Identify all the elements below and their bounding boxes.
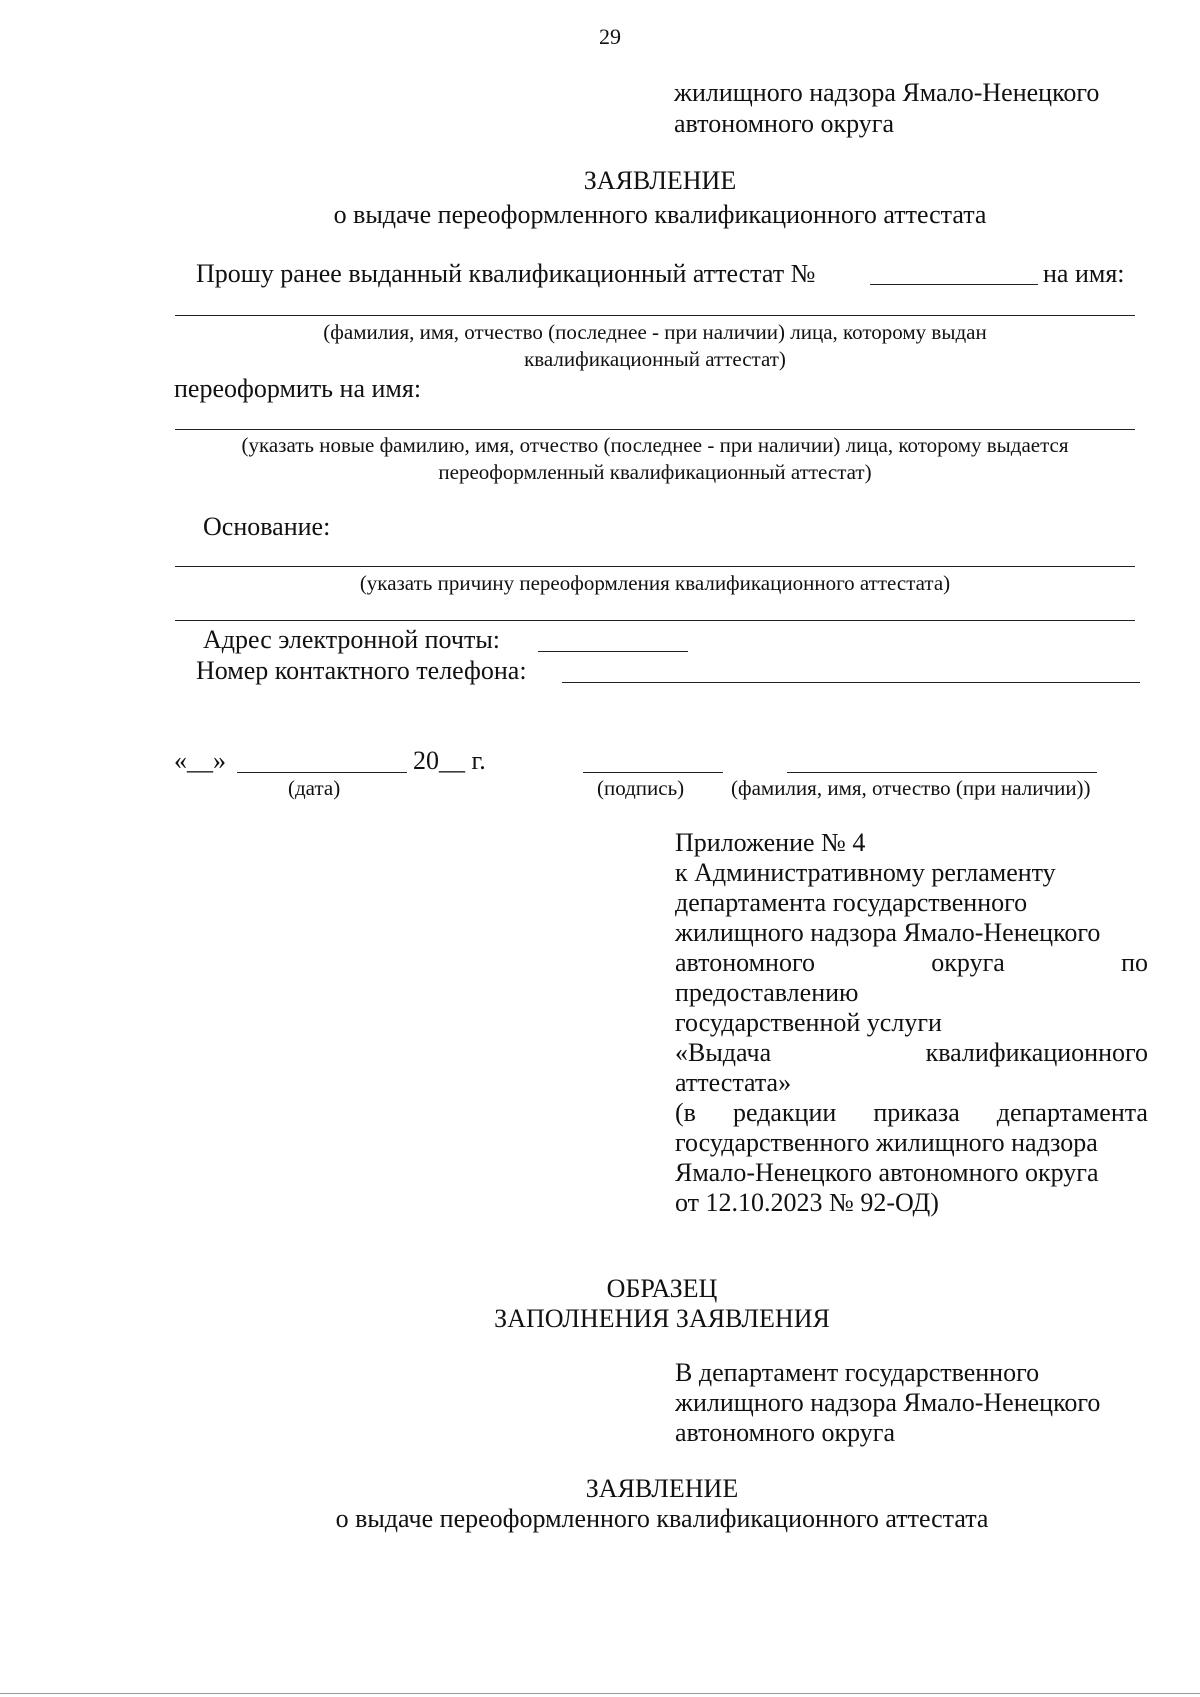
caption-holder-1: (фамилия, имя, отчество (последнее - при наличии) лица, которому выдан	[323, 320, 987, 344]
form-title: ЗАЯВЛЕНИЕ	[583, 166, 737, 195]
appendix-word: департамента	[996, 1098, 1148, 1127]
appendix-line: аттестата»	[675, 1068, 792, 1097]
caption-signature: (подпись)	[597, 776, 685, 800]
sample-addressee-2: жилищного надзора Ямало-Ненецкого	[675, 1388, 1101, 1417]
page-number: 29	[599, 24, 621, 49]
sample-title-1: ОБРАЗЕЦ	[606, 1274, 718, 1303]
fio-field	[787, 772, 1097, 773]
appendix-word: «Выдача	[675, 1038, 772, 1067]
header-line-1: жилищного надзора Ямало-Ненецкого	[674, 78, 1100, 107]
date-quote: «__»	[174, 746, 226, 775]
holder-name-field	[175, 315, 1135, 316]
appendix-line: предоставлению	[675, 978, 859, 1007]
caption-new-1: (указать новые фамилию, имя, отчество (последнее - при наличии) лица, которому выдается	[241, 433, 1069, 457]
form-subtitle: о выдаче переоформленного квалификационного аттестата	[333, 200, 987, 229]
appendix-line: к Административному регламенту	[675, 858, 1056, 887]
appendix-word: приказа	[873, 1098, 960, 1127]
page-bottom-edge	[0, 1693, 1200, 1694]
appendix-line: Ямало-Ненецкого автономного округа	[675, 1158, 1099, 1187]
date-month-field	[237, 772, 407, 773]
appendix-word: редакции	[732, 1098, 837, 1127]
phone-label: Номер контактного телефона:	[196, 656, 527, 685]
basis-label: Основание:	[203, 512, 331, 541]
sample-title-2: ЗАПОЛНЕНИЯ ЗАЯВЛЕНИЯ	[494, 1304, 830, 1333]
request-suffix: на имя:	[1043, 259, 1125, 288]
caption-holder-2: квалификационный аттестат)	[524, 347, 786, 371]
certificate-number-field	[870, 284, 1038, 285]
appendix-word: округа	[931, 948, 1005, 977]
appendix-word: автономного	[675, 948, 815, 977]
appendix-line	[675, 1038, 1148, 1068]
sample-addressee-3: автономного округа	[675, 1418, 895, 1447]
appendix-line: жилищного надзора Ямало-Ненецкого	[675, 918, 1101, 947]
header-line-2: автономного округа	[674, 109, 894, 138]
new-name-field	[175, 429, 1135, 430]
caption-reason: (указать причину переоформления квалификационного аттестата)	[359, 571, 951, 595]
appendix-line: от 12.10.2023 № 92-ОД)	[675, 1188, 939, 1217]
email-field	[538, 651, 688, 652]
caption-new-2: переоформленный квалификационный аттестат)	[438, 460, 872, 484]
appendix-word: квалификационного	[925, 1038, 1148, 1067]
appendix-line: Приложение № 4	[675, 828, 866, 857]
phone-field	[562, 682, 1140, 683]
signature-field	[583, 772, 723, 773]
appendix-word: по	[1121, 948, 1148, 977]
reason-field	[175, 566, 1135, 567]
caption-date: (дата)	[288, 776, 341, 800]
email-label: Адрес электронной почты:	[203, 625, 501, 654]
sample-form-subtitle: о выдаче переоформленного квалификационного аттестата	[335, 1504, 989, 1533]
appendix-line: государственной услуги	[675, 1008, 942, 1037]
appendix-word: (в	[675, 1098, 696, 1127]
date-year: 20__ г.	[413, 746, 486, 775]
caption-fio: (фамилия, имя, отчество (при наличии))	[731, 776, 1091, 800]
request-prefix: Прошу ранее выданный квалификационный аттестат №	[196, 259, 816, 288]
sample-addressee-1: В департамент государственного	[675, 1358, 1040, 1387]
reason-field-2	[175, 620, 1135, 621]
appendix-line	[675, 1098, 1148, 1128]
appendix-line	[675, 948, 1148, 978]
reissue-label: переоформить на имя:	[174, 374, 422, 403]
sample-form-title: ЗАЯВЛЕНИЕ	[585, 1474, 739, 1503]
appendix-line: департамента государственного	[675, 888, 1028, 917]
appendix-line: государственного жилищного надзора	[675, 1128, 1098, 1157]
